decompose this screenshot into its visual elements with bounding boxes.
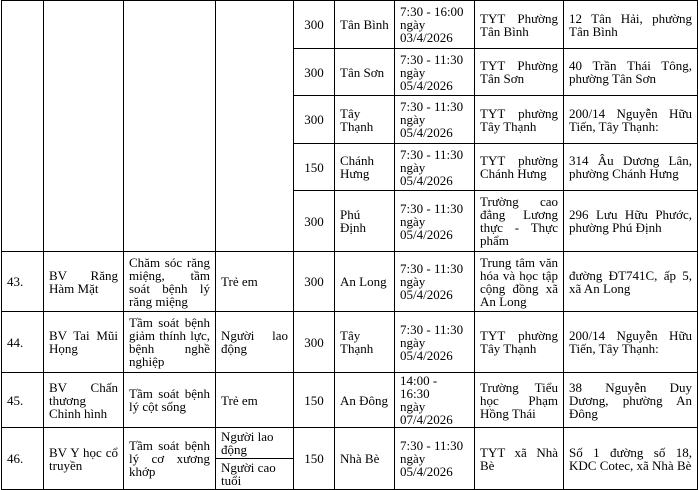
address-cell: Số 1 đường số 18, KDC Cotec, xã Nhà Bè <box>564 428 698 490</box>
schedule-table <box>1 0 698 490</box>
venue-cell: Trường cao đẳng Lương thực - Thực phẩm <box>475 191 564 252</box>
time-cell: 14:00 - 16:30 ngày 07/4/2026 <box>395 373 475 428</box>
time-cell: 7:30 - 11:30 ngày 05/4/2026 <box>395 252 475 312</box>
venue-cell: Trung tâm văn hóa và học tập cộng đồng xã An Long <box>475 252 564 312</box>
address-cell: 200/14 Nguyễn Hữu Tiến, Tây Thạnh: <box>564 96 698 144</box>
target-cell <box>216 1 294 252</box>
location-cell: Chánh Hưng <box>335 144 395 191</box>
qty-cell: 300 <box>294 191 335 252</box>
address-cell: 38 Nguyễn Duy Dương, phường An Đông <box>564 373 698 428</box>
qty-cell: 300 <box>294 1 335 49</box>
venue-cell: TYT Phường Tân Sơn <box>475 49 564 96</box>
table-row <box>2 428 698 490</box>
venue-cell: Trường Tiểu học Phạm Hồng Thái <box>475 373 564 428</box>
target-cell <box>216 428 294 490</box>
qty-cell: 300 <box>294 49 335 96</box>
location-cell: An Long <box>335 252 395 312</box>
service-cell: Chăm sóc răng miệng, tầm soát bệnh lý răng miệng <box>124 252 216 312</box>
index-cell: 44. <box>2 312 44 373</box>
time-cell: 7:30 - 16:00 ngày 03/4/2026 <box>395 1 475 49</box>
address-cell: 200/14 Nguyễn Hữu Tiến, Tây Thạnh: <box>564 312 698 373</box>
qty-cell: 150 <box>294 144 335 191</box>
table-row <box>2 373 698 428</box>
location-cell: Tân Bình <box>335 1 395 49</box>
index-cell: 45. <box>2 373 44 428</box>
address-cell: 40 Trần Thái Tông, phường Tân Sơn <box>564 49 698 96</box>
qty-cell: 300 <box>294 252 335 312</box>
service-cell: Tầm soát bệnh lý cơ xương khớp <box>124 428 216 490</box>
venue-cell: TYT phường Tây Thạnh <box>475 312 564 373</box>
target-cell: Trẻ em <box>216 252 294 312</box>
location-cell: An Đông <box>335 373 395 428</box>
index-cell: 46. <box>2 428 44 490</box>
location-cell: Nhà Bè <box>335 428 395 490</box>
qty-cell: 300 <box>294 96 335 144</box>
index-cell <box>2 1 44 252</box>
venue-cell: TYT phường Tây Thạnh <box>475 96 564 144</box>
venue-cell: TYT xã Nhà Bè <box>475 428 564 490</box>
hospital-cell: BV Răng Hàm Mặt <box>44 252 124 312</box>
time-cell: 7:30 - 11:30 ngày 05/4/2026 <box>395 144 475 191</box>
hospital-cell: BV Y học cổ truyền <box>44 428 124 490</box>
qty-cell: 150 <box>294 428 335 490</box>
service-cell <box>124 1 216 252</box>
table-row <box>2 312 698 373</box>
address-cell: 314 Âu Dương Lân, phường Chánh Hưng <box>564 144 698 191</box>
location-cell: Tân Sơn <box>335 49 395 96</box>
qty-cell: 150 <box>294 373 335 428</box>
venue-cell: TYT phường Chánh Hưng <box>475 144 564 191</box>
target-subcell-workers: Người lao động <box>216 429 293 459</box>
target-subcell-elderly: Người cao tuổi <box>221 460 276 488</box>
hospital-cell: BV Tai Mũi Họng <box>44 312 124 373</box>
index-cell: 43. <box>2 252 44 312</box>
service-cell: Tầm soát bệnh giảm thính lực, bệnh nghề nghiệp <box>124 312 216 373</box>
location-cell: Phú Định <box>335 191 395 252</box>
address-cell: 12 Tân Hải, phường Tân Bình <box>564 1 698 49</box>
time-cell: 7:30 - 11:30 ngày 05/4/2026 <box>395 191 475 252</box>
hospital-cell: BV Chấn thương Chỉnh hình <box>44 373 124 428</box>
address-cell: đường ĐT741C, ấp 5, xã An Long <box>564 252 698 312</box>
hospital-cell <box>44 1 124 252</box>
location-cell: Tây Thạnh <box>335 312 395 373</box>
time-cell: 7:30 - 11:30 ngày 05/4/2026 <box>395 96 475 144</box>
target-cell: Trẻ em <box>216 373 294 428</box>
address-cell: 296 Lưu Hữu Phước, phường Phú Định <box>564 191 698 252</box>
target-cell: Người lao động <box>216 312 294 373</box>
table-row <box>2 252 698 312</box>
venue-cell: TYT Phường Tân Bình <box>475 1 564 49</box>
time-cell: 7:30 - 11:30 ngày 05/4/2026 <box>395 49 475 96</box>
service-cell: Tầm soát bệnh lý cột sống <box>124 373 216 428</box>
qty-cell: 300 <box>294 312 335 373</box>
location-cell: Tây Thạnh <box>335 96 395 144</box>
time-cell: 7:30 - 11:30 ngày 05/4/2026 <box>395 312 475 373</box>
table-row <box>2 1 698 49</box>
time-cell: 7:30 - 11:30 ngày 05/4/2026 <box>395 428 475 490</box>
